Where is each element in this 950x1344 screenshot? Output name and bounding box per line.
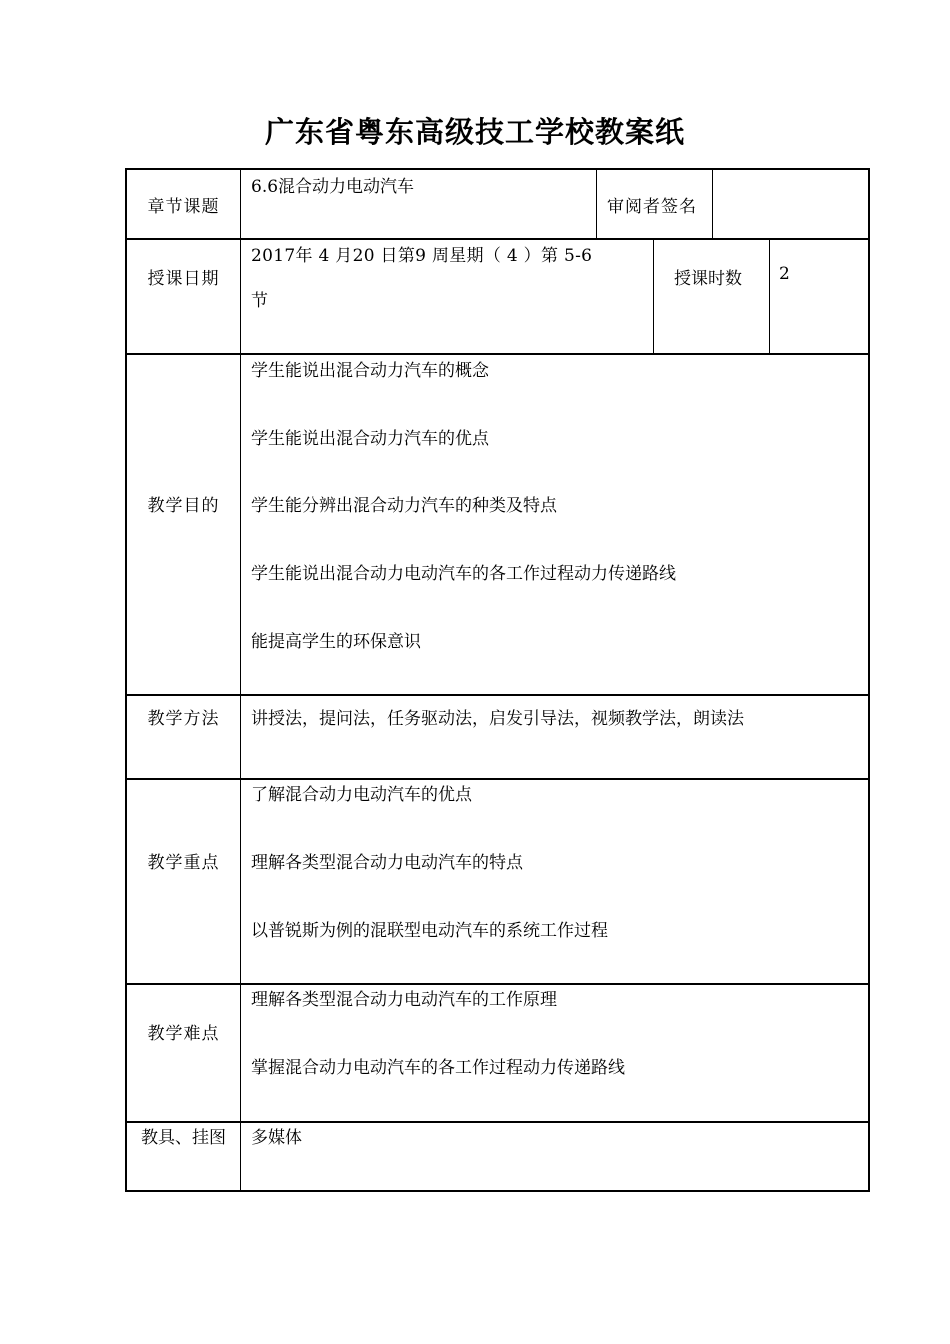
key-points-label: 教学重点: [147, 853, 220, 873]
hours-value: 2: [779, 264, 790, 284]
date-label: 授课日期: [147, 269, 220, 289]
row-divider: [127, 238, 868, 240]
objective-item: 学生能说出混合动力汽车的优点: [251, 429, 489, 449]
lesson-plan-table: [125, 168, 870, 1192]
chapter-label: 章节课题: [147, 197, 220, 217]
column-divider: [712, 170, 713, 238]
reviewer-value[interactable]: [723, 192, 863, 214]
tools-value: 多媒体: [251, 1128, 302, 1148]
chapter-value: 6.6混合动力电动汽车: [251, 177, 415, 197]
row-divider: [127, 778, 868, 780]
row-divider: [127, 694, 868, 696]
reviewer-label: 审阅者签名: [607, 197, 697, 217]
tools-label: 教具、挂图: [141, 1128, 226, 1148]
column-divider: [240, 170, 241, 1192]
objective-item: 能提高学生的环保意识: [251, 632, 421, 652]
methods-label: 教学方法: [147, 709, 220, 729]
column-divider: [653, 238, 654, 353]
methods-value: 讲授法，提问法，任务驱动法，启发引导法，视频教学法，朗读法: [251, 709, 744, 729]
difficulties-label: 教学难点: [147, 1024, 220, 1044]
column-divider: [596, 170, 597, 238]
column-divider: [769, 238, 770, 353]
date-value-line1: 2017年 4 月20 日第9 周星期（ 4 ）第 5-6: [251, 246, 593, 266]
difficulty-item: 掌握混合动力电动汽车的各工作过程动力传递路线: [251, 1058, 625, 1078]
page-title: 广东省粤东高级技工学校教案纸: [264, 115, 685, 149]
objective-item: 学生能说出混合动力电动汽车的各工作过程动力传递路线: [251, 564, 676, 584]
key-point-item: 以普锐斯为例的混联型电动汽车的系统工作过程: [251, 921, 608, 941]
row-divider: [127, 353, 868, 355]
date-value-line2: 节: [251, 291, 268, 311]
key-point-item: 理解各类型混合动力电动汽车的特点: [251, 853, 523, 873]
difficulty-item: 理解各类型混合动力电动汽车的工作原理: [251, 990, 557, 1010]
objectives-label: 教学目的: [147, 496, 220, 516]
key-point-item: 了解混合动力电动汽车的优点: [251, 785, 472, 805]
objective-item: 学生能分辨出混合动力汽车的种类及特点: [251, 496, 557, 516]
hours-label: 授课时数: [674, 269, 742, 289]
objective-item: 学生能说出混合动力汽车的概念: [251, 361, 489, 381]
